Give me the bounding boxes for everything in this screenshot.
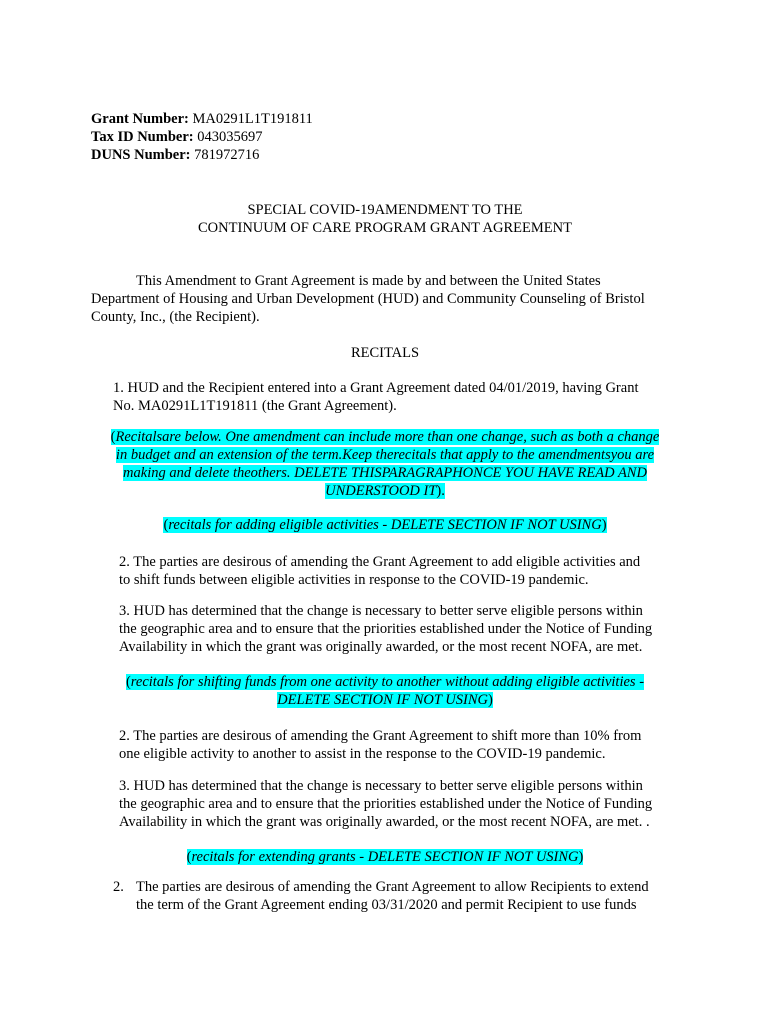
instruction-text-1: Recitalsare below. One amendment can include more than one change, such as both a change (115, 429, 660, 445)
tax-id-label: Tax ID Number: (91, 129, 194, 145)
recital-1-line-1: 1. HUD and the Recipient entered into a Grant Agreement dated 04/01/2019, having Grant (113, 380, 639, 396)
recital-1-line-2: No. MA0291L1T191811 (the Grant Agreement). (113, 398, 397, 414)
duns-label: DUNS Number: (91, 147, 191, 163)
instruction-note-line-2 (0, 446, 770, 464)
section-shift-para3-line-2: the geographic area and to ensure that the priorities established under the Notice of Funding (119, 796, 653, 812)
section-add-para2-line-1: 2. The parties are desirous of amending the Grant Agreement to add eligible activities and (119, 554, 641, 570)
section-add-label: recitals for adding eligible activities - DELETE SECTION IF NOT USING (168, 517, 602, 533)
intro-line-1: This Amendment to Grant Agreement is made by and between the United States (136, 273, 601, 289)
instruction-note-line-4 (0, 482, 770, 500)
document-title-line-2: CONTINUUM OF CARE PROGRAM GRANT AGREEMENT (198, 220, 572, 236)
section-add-label-line: (recitals for adding eligible activities - DELETE SECTION IF NOT USING) (163, 517, 607, 533)
grant-number-value: MA0291L1T191811 (188, 111, 313, 127)
recitals-heading: RECITALS (350, 345, 420, 361)
section-shift-para2-line-1: 2. The parties are desirous of amending the Grant Agreement to shift more than 10% from (119, 728, 642, 744)
intro-line-3: County, Inc., (the Recipient). (91, 309, 260, 325)
instruction-text-2: in budget and an extension of the term.Keep therecitals that apply to the amendmentsyou are (115, 447, 655, 463)
section-shift-label-line-2: DELETE SECTION IF NOT USING) (277, 692, 493, 708)
section-add-para2-line-2: to shift funds between eligible activities in response to the COVID-19 pandemic. (119, 572, 589, 588)
section-add-para3-line-3: Availability in which the grant was originally awarded, or the most recent NOFA, are met. (119, 639, 643, 655)
section-extend-para-line-1: The parties are desirous of amending the Grant Agreement to allow Recipients to extend (136, 879, 649, 895)
section-shift-para3-line-3: Availability in which the grant was originally awarded, or the most recent NOFA, are met. . (119, 814, 650, 830)
tax-id-value: 043035697 (193, 129, 263, 145)
instruction-open-paren: ( (110, 429, 116, 445)
tax-id-line (91, 128, 262, 146)
grant-number-line (91, 110, 313, 128)
section-shift-label-2: DELETE SECTION IF NOT USING (277, 692, 488, 708)
section-shift-label-1: recitals for shifting funds from one activity to another without adding eligible activities - (130, 674, 645, 690)
section-shift-para3-line-1: 3. HUD has determined that the change is necessary to better serve eligible persons within (119, 778, 643, 794)
section-extend-label-line: (recitals for extending grants - DELETE SECTION IF NOT USING) (186, 849, 584, 865)
intro-line-2: Department of Housing and Urban Development (HUD) and Community Counseling of Bristol (91, 291, 645, 307)
duns-value: 781972716 (190, 147, 260, 163)
document-title-line-1: SPECIAL COVID-19AMENDMENT TO THE (247, 202, 523, 218)
section-shift-para2-line-2: one eligible activity to another to assist in the response to the COVID-19 pandemic. (119, 746, 606, 762)
instruction-close-paren: ). (436, 483, 445, 499)
section-shift-label-line-1: (recitals for shifting funds from one activity to another without adding eligible activities - (125, 674, 645, 690)
grant-number-label: Grant Number: (91, 111, 189, 127)
section-extend-label: recitals for extending grants - DELETE SECTION IF NOT USING (191, 849, 579, 865)
section-extend-para-line-2: the term of the Grant Agreement ending 03/31/2020 and permit Recipient to use funds (136, 897, 637, 913)
section-add-para3-line-1: 3. HUD has determined that the change is necessary to better serve eligible persons within (119, 603, 643, 619)
duns-line (91, 146, 259, 164)
instruction-note-line-1 (0, 428, 770, 446)
section-extend-num: 2. (113, 879, 124, 895)
section-add-para3-line-2: the geographic area and to ensure that the priorities established under the Notice of Funding (119, 621, 653, 637)
instruction-note-line-3 (0, 464, 770, 482)
instruction-text-3: making and delete theothers. DELETE THISPARAGRAPHONCE YOU HAVE READ AND (123, 465, 647, 481)
instruction-text-4: UNDERSTOOD IT (325, 483, 437, 499)
